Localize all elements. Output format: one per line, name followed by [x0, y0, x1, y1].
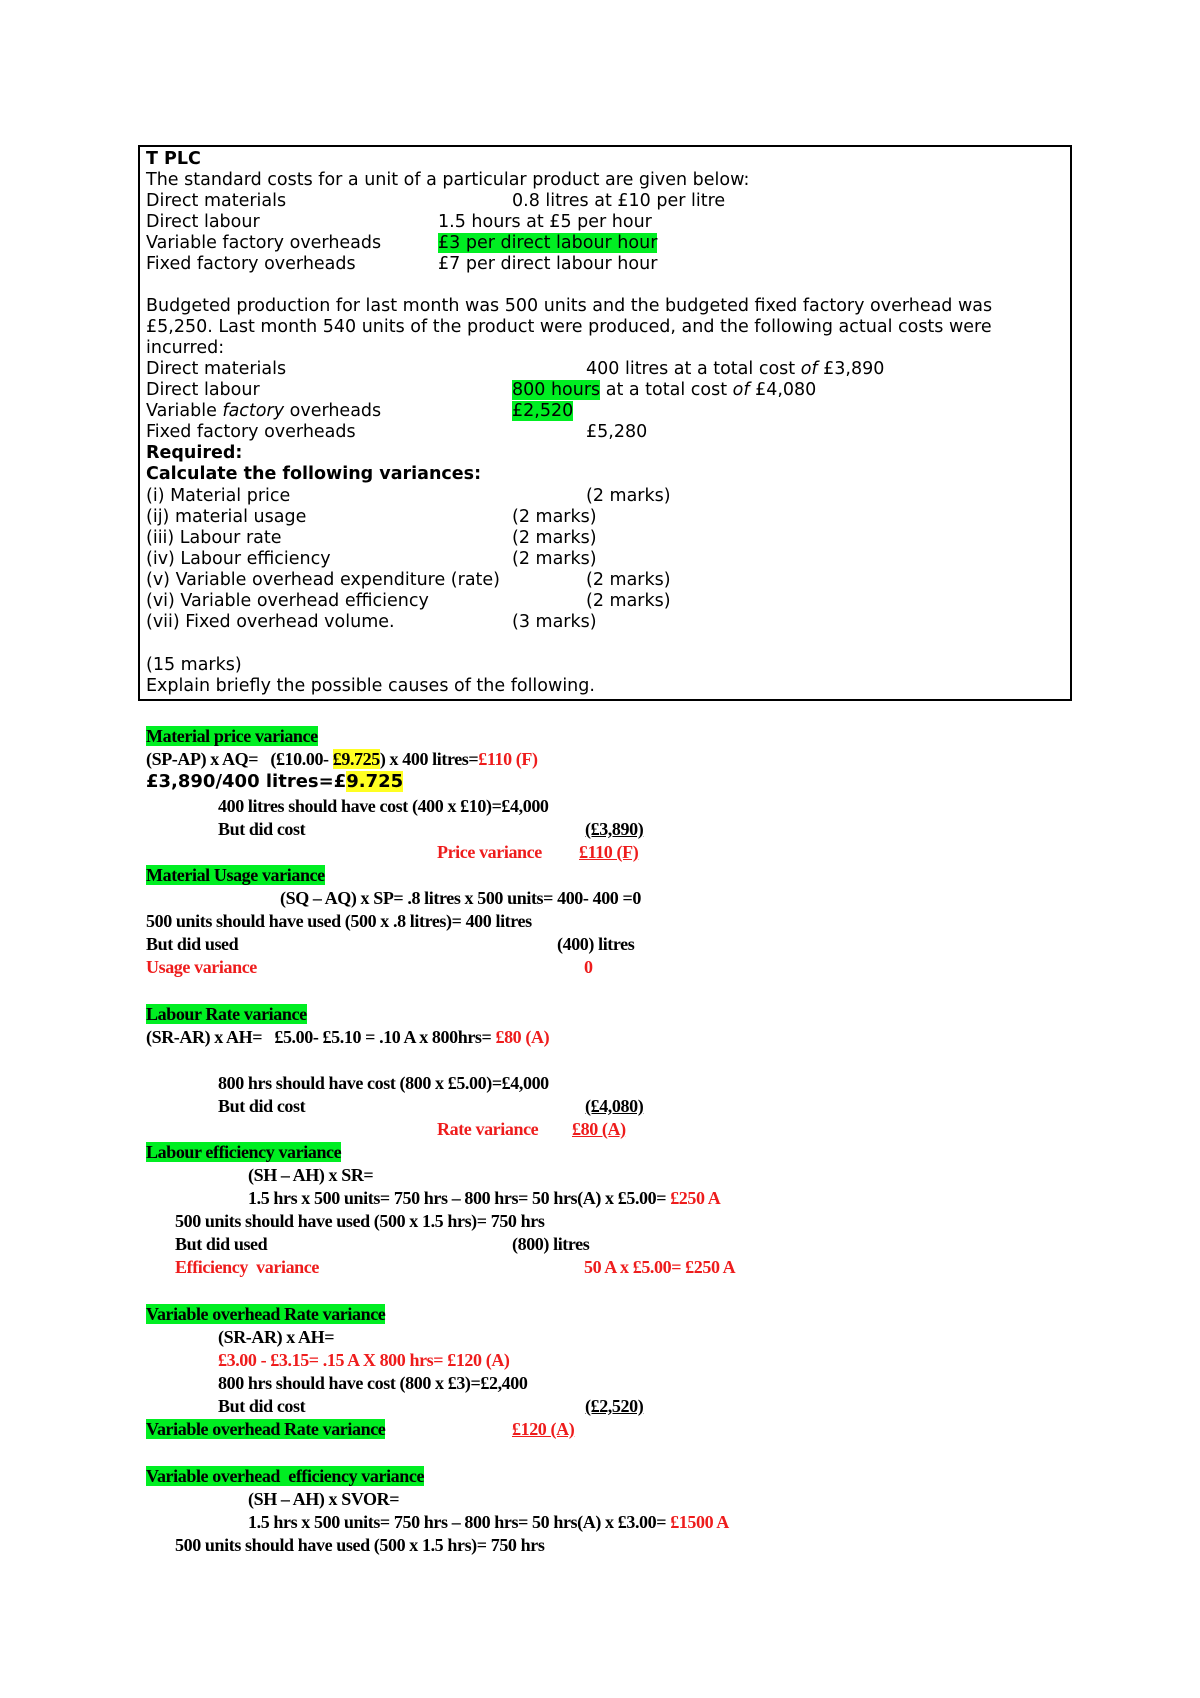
explain-text: Explain briefly the possible causes of the following. — [146, 676, 595, 696]
question-intro: The standard costs for a unit of a particular product are given below: — [146, 170, 750, 190]
ve-heading: Variable overhead efficiency variance — [146, 1466, 425, 1486]
vr-should: 800 hrs should have cost (800 x £3)=£2,400 — [218, 1373, 528, 1393]
std-dl-label: Direct labour — [146, 212, 260, 232]
mu-var-label: Usage variance — [146, 957, 257, 977]
vr-formula: (SR-AR) x AH= — [218, 1327, 335, 1347]
vr-var-value: £120 (A) — [512, 1419, 575, 1439]
std-dm-label: Direct materials — [146, 191, 287, 211]
question-para-3: incurred: — [146, 338, 225, 358]
le-var-value: 50 A x £5.00= £250 A — [584, 1257, 736, 1277]
vr-did-label: But did cost — [218, 1396, 306, 1416]
mp-var-value: £110 (F) — [579, 842, 639, 862]
lr-var-value: £80 (A) — [572, 1119, 626, 1139]
lr-var-label: Rate variance — [437, 1119, 539, 1139]
required-heading: Required: — [146, 443, 243, 463]
item-label: (v) Variable overhead expenditure (rate) — [146, 570, 501, 590]
mp-formula: (SP-AP) x AQ= (£10.00- £9.725) x 400 litres=£110 (F) — [146, 749, 538, 769]
ve-calc: 1.5 hrs x 500 units= 750 hrs – 800 hrs= 50 hrs(A) x £3.00= £1500 A — [248, 1512, 729, 1532]
vr-did-value: (£2,520) — [585, 1396, 644, 1416]
le-calc: 1.5 hrs x 500 units= 750 hrs – 800 hrs= 50 hrs(A) x £5.00= £250 A — [248, 1188, 721, 1208]
std-dm-value: 0.8 litres at £10 per litre — [512, 191, 726, 211]
act-vo-value: £2,520 — [512, 401, 574, 421]
le-should: 500 units should have used (500 x 1.5 hrs)= 750 hrs — [175, 1211, 545, 1231]
item-marks: (2 marks) — [586, 486, 671, 506]
item-marks: (2 marks) — [586, 591, 671, 611]
lr-formula: (SR-AR) x AH= £5.00- £5.10 = .10 A x 800hrs= £80 (A) — [146, 1027, 550, 1047]
std-vo-value: £3 per direct labour hour — [438, 233, 658, 253]
vr-var-label: Variable overhead Rate variance — [146, 1419, 386, 1439]
mu-heading: Material Usage variance — [146, 865, 325, 885]
calc-heading: Calculate the following variances: — [146, 464, 482, 484]
act-dm-value: 400 litres at a total cost of £3,890 — [586, 359, 885, 379]
lr-did-value: (£4,080) — [585, 1096, 644, 1116]
mu-should: 500 units should have used (500 x .8 litres)= 400 litres — [146, 911, 532, 931]
item-label: (vi) Variable overhead efficiency — [146, 591, 429, 611]
le-did-label: But did used — [175, 1234, 268, 1254]
le-formula: (SH – AH) x SR= — [248, 1165, 374, 1185]
lr-did-label: But did cost — [218, 1096, 306, 1116]
act-dl-value: 800 hours at a total cost of £4,080 — [512, 380, 817, 400]
mp-heading: Material price variance — [146, 726, 318, 746]
question-title: T PLC — [146, 149, 201, 169]
mu-formula: (SQ – AQ) x SP= .8 litres x 500 units= 400- 400 =0 — [280, 888, 641, 908]
act-vo-label: Variable factory overheads — [146, 401, 382, 421]
mp-did-value: (£3,890) — [585, 819, 644, 839]
ve-formula: (SH – AH) x SVOR= — [248, 1489, 400, 1509]
std-fo-value: £7 per direct labour hour — [438, 254, 658, 274]
mp-did-label: But did cost — [218, 819, 306, 839]
std-fo-label: Fixed factory overheads — [146, 254, 356, 274]
act-dm-label: Direct materials — [146, 359, 287, 379]
mp-should: 400 litres should have cost (400 x £10)=£4,000 — [218, 796, 549, 816]
item-label: (i) Material price — [146, 486, 291, 506]
question-para-1: Budgeted production for last month was 500 units and the budgeted fixed factory overhead was — [146, 296, 993, 316]
item-marks: (2 marks) — [512, 528, 597, 548]
act-fo-value: £5,280 — [586, 422, 648, 442]
item-marks: (2 marks) — [586, 570, 671, 590]
le-did-value: (800) litres — [512, 1234, 590, 1254]
mu-did-value: (400) litres — [557, 934, 635, 954]
item-marks: (2 marks) — [512, 507, 597, 527]
lr-heading: Labour Rate variance — [146, 1004, 307, 1024]
mu-did-label: But did used — [146, 934, 239, 954]
item-label: (ij) material usage — [146, 507, 307, 527]
lr-should: 800 hrs should have cost (800 x £5.00)=£4,000 — [218, 1073, 549, 1093]
question-para-2: £5,250. Last month 540 units of the product were produced, and the following actual costs were — [146, 317, 992, 337]
item-label: (vii) Fixed overhead volume. — [146, 612, 395, 632]
le-heading: Labour efficiency variance — [146, 1142, 342, 1162]
mu-var-value: 0 — [584, 957, 593, 977]
act-fo-label: Fixed factory overheads — [146, 422, 356, 442]
item-marks: (2 marks) — [512, 549, 597, 569]
vr-calc: £3.00 - £3.15= .15 A X 800 hrs= £120 (A) — [218, 1350, 510, 1370]
total-marks: (15 marks) — [146, 655, 242, 675]
mp-calc: £3,890/400 litres=£9.725 — [146, 771, 404, 792]
std-vo-label: Variable factory overheads — [146, 233, 382, 253]
item-label: (iii) Labour rate — [146, 528, 282, 548]
mp-var-label: Price variance — [437, 842, 542, 862]
item-marks: (3 marks) — [512, 612, 597, 632]
item-label: (iv) Labour efficiency — [146, 549, 331, 569]
ve-should: 500 units should have used (500 x 1.5 hrs)= 750 hrs — [175, 1535, 545, 1555]
vr-heading: Variable overhead Rate variance — [146, 1304, 386, 1324]
act-dl-label: Direct labour — [146, 380, 260, 400]
std-dl-value: 1.5 hours at £5 per hour — [438, 212, 652, 232]
le-var-label: Efficiency variance — [175, 1257, 319, 1277]
